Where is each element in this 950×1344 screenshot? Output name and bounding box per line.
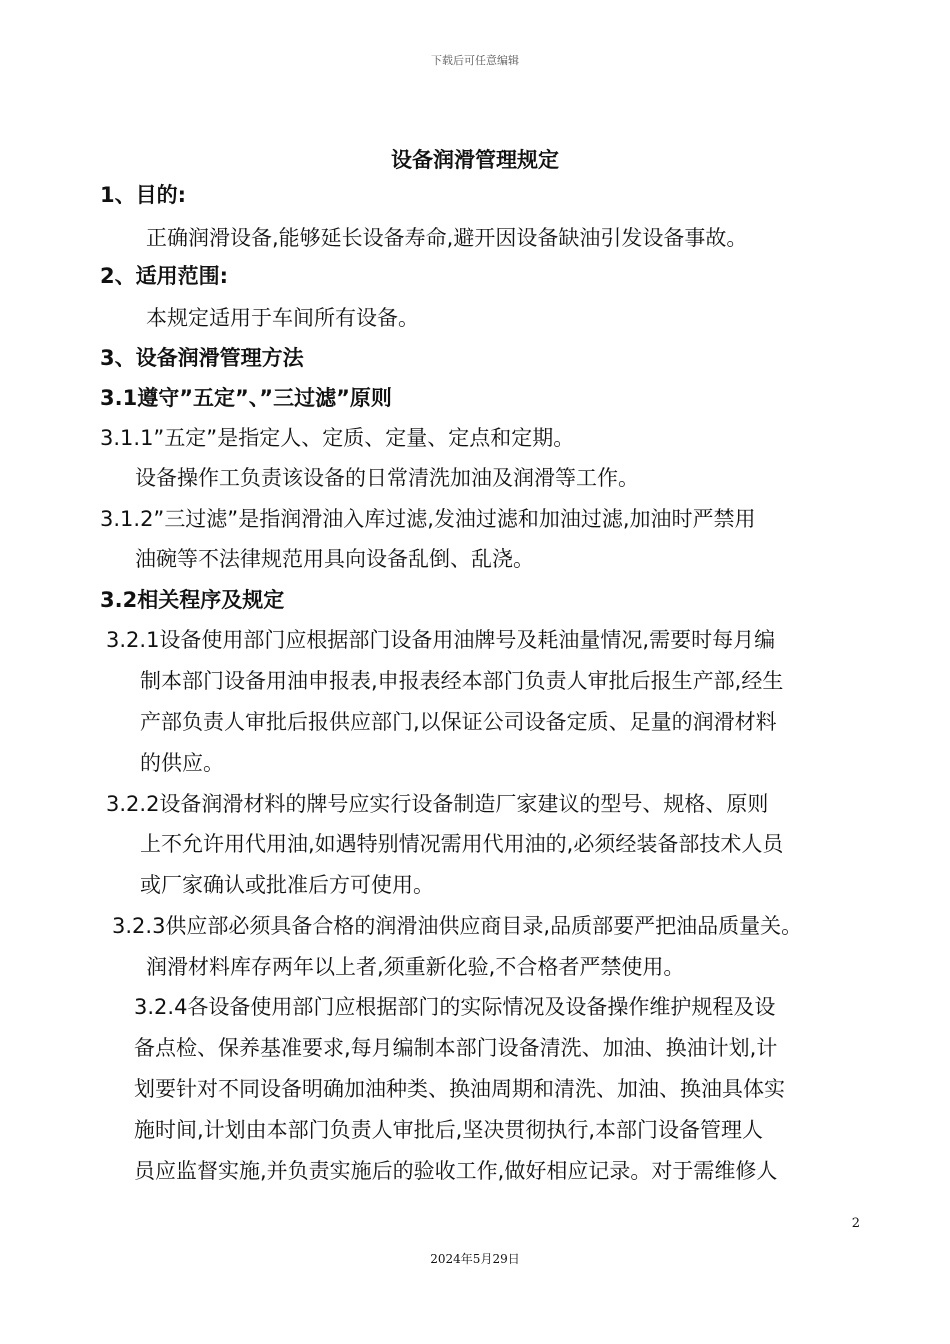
section-2-heading: 2、适用范围: (100, 264, 229, 288)
section-3-2-2-line-1: 3.2.2设备润滑材料的牌号应实行设备制造厂家建议的型号、规格、原则 (106, 792, 769, 816)
section-3-1-1-line-1: 3.1.1”五定”是指定人、定质、定量、定点和定期。 (100, 426, 575, 450)
section-3-2-4-line-2: 备点检、保养基准要求,每月编制本部门设备清洗、加油、换油计划,计 (134, 1036, 778, 1060)
section-3-2-1-line-2: 制本部门设备用油申报表,申报表经本部门负责人审批后报生产部,经生 (140, 669, 784, 693)
section-1-heading: 1、目的: (100, 183, 187, 207)
section-3-heading: 3、设备润滑管理方法 (100, 346, 304, 370)
section-3-2-4-line-5: 员应监督实施,并负责实施后的验收工作,做好相应记录。对于需维修人 (134, 1159, 778, 1183)
section-1-text: 正确润滑设备,能够延长设备寿命,避开因设备缺油引发设备事故。 (146, 226, 748, 250)
section-3-2-2-line-2: 上不允许用代用油,如遇特别情况需用代用油的,必须经装备部技术人员 (140, 832, 784, 856)
section-3-1-1-line-2: 设备操作工负责该设备的日常清洗加油及润滑等工作。 (135, 466, 639, 490)
footer-date: 2024年5月29日 (430, 1252, 520, 1266)
section-3-2-3-line-1: 3.2.3供应部必须具备合格的润滑油供应商目录,品质部要严把油品质量关。 (112, 914, 803, 938)
section-3-2-1-line-4: 的供应。 (140, 751, 224, 775)
section-3-2-4-line-3: 划要针对不同设备明确加油种类、换油周期和清洗、加油、换油具体实 (134, 1077, 785, 1101)
page-number: 2 (851, 1216, 860, 1231)
section-3-2-2-line-3: 或厂家确认或批准后方可使用。 (140, 873, 434, 897)
section-3-2-1-line-1: 3.2.1设备使用部门应根据部门设备用油牌号及耗油量情况,需要时每月编 (106, 628, 776, 652)
section-3-1-2-line-2: 油碗等不法律规范用具向设备乱倒、乱浇。 (135, 547, 534, 571)
section-3-2-heading: 3.2相关程序及规定 (100, 588, 285, 612)
section-3-1-2-line-1: 3.1.2”三过滤”是指润滑油入库过滤,发油过滤和加油过滤,加油时严禁用 (100, 507, 756, 531)
section-3-2-4-line-1: 3.2.4各设备使用部门应根据部门的实际情况及设备操作维护规程及设 (134, 995, 776, 1019)
section-3-2-3-line-2: 润滑材料库存两年以上者,须重新化验,不合格者严禁使用。 (146, 955, 685, 979)
section-3-2-4-line-4: 施时间,计划由本部门负责人审批后,坚决贯彻执行,本部门设备管理人 (134, 1118, 764, 1142)
section-2-text: 本规定适用于车间所有设备。 (146, 306, 419, 330)
section-3-1-heading: 3.1遵守”五定”、”三过滤”原则 (100, 386, 392, 410)
document-title: 设备润滑管理规定 (391, 148, 559, 172)
header-note: 下载后可任意编辑 (431, 54, 519, 67)
section-3-2-1-line-3: 产部负责人审批后报供应部门,以保证公司设备定质、足量的润滑材料 (140, 710, 777, 734)
